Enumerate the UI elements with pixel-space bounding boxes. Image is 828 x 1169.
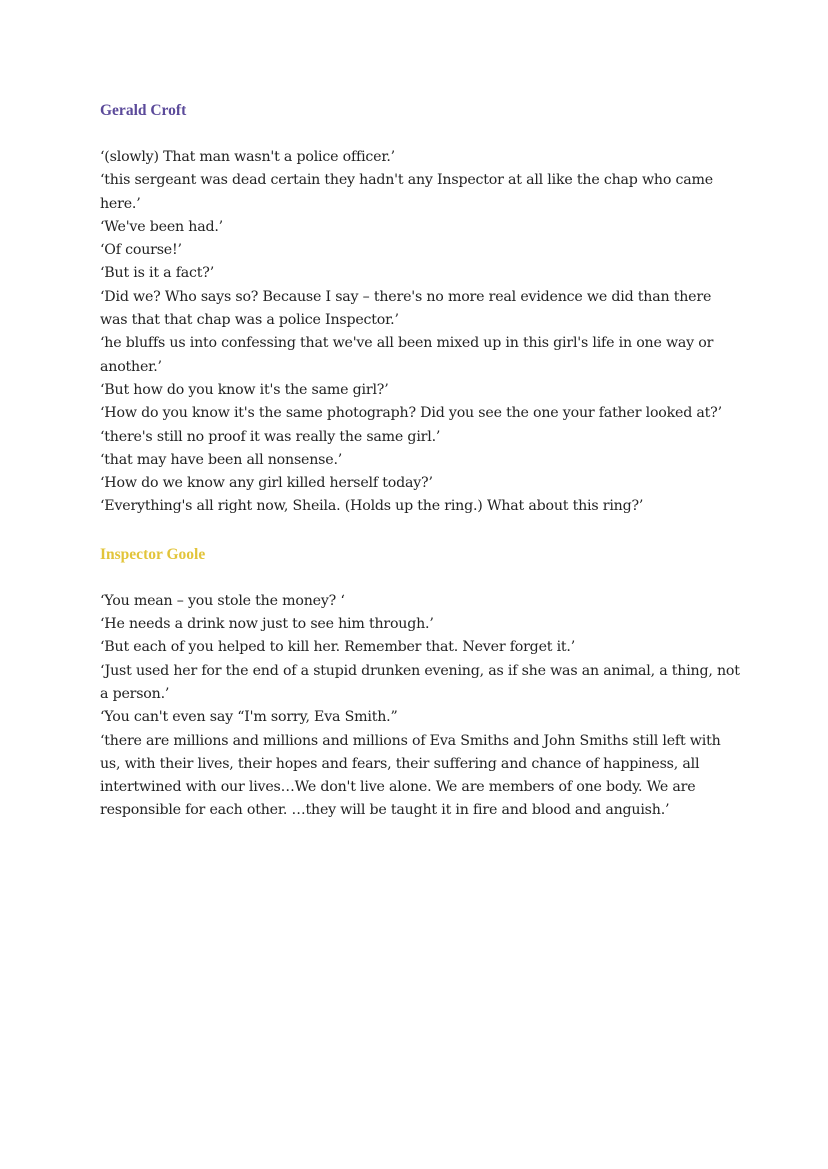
quote-item: ‘(slowly) That man wasn't a police officer.’ [100,149,395,165]
quote-item: ‘You can't even say “I'm sorry, Eva Smith.” [100,709,398,726]
quote-item: ‘He needs a drink now just to see him through.’ [100,616,434,633]
quote-item: ‘he bluffs us into confessing that we've all been mixed up in this girl's life in one way or another.’ [100,335,714,375]
section-heading-inspector-goole: Inspector Goole [100,545,206,563]
document-page [100,99,740,823]
quote-item: ‘But is it a fact?’ [100,265,215,282]
quote-item: ‘You mean – you stole the money? ‘ [100,592,345,609]
quote-item: ‘How do we know any girl killed herself today?’ [100,475,433,492]
quote-item: ‘this sergeant was dead certain they hadn't any Inspector at all like the chap who came here.’ [100,172,713,212]
quote-item: ‘there's still no proof it was really the same girl.’ [100,428,441,445]
quote-list-gerald-croft [100,146,740,519]
section-gerald-croft [100,99,740,519]
quote-item: ‘that may have been all nonsense.’ [100,451,343,468]
quote-item: ‘We've been had.’ [100,218,223,235]
quote-item: ‘Just used her for the end of a stupid drunken evening, as if she was an animal, a thing, not a person.’ [100,662,740,702]
quote-item: ‘there are millions and millions and millions of Eva Smiths and John Smiths still left with us, with their lives, their hopes and fears, their suffering and chance of happiness, all intertwined with our lives…We don't live alone. We are members of one body. We are responsible for each other. …they will be taught it in fire and blood and anguish.’ [100,732,721,819]
quote-item: ‘How do you know it's the same photograph? Did you see the one your father looked at?’ [100,405,722,422]
quote-item: ‘Did we? Who says so? Because I say – there's no more real evidence we did than there was that that chap was a police Inspector.’ [100,288,712,329]
quote-item: ‘Everything's all right now, Sheila. (Holds up the ring.) What about this ring?’ [100,498,644,515]
quote-item: ‘But how do you know it's the same girl?’ [100,381,389,398]
section-inspector-goole [100,543,740,823]
quote-item: ‘But each of you helped to kill her. Remember that. Never forget it.’ [100,639,576,656]
section-heading-gerald-croft: Gerald Croft [100,102,187,119]
quote-item: ‘Of course!’ [100,242,182,259]
quote-list-inspector-goole [100,590,740,823]
